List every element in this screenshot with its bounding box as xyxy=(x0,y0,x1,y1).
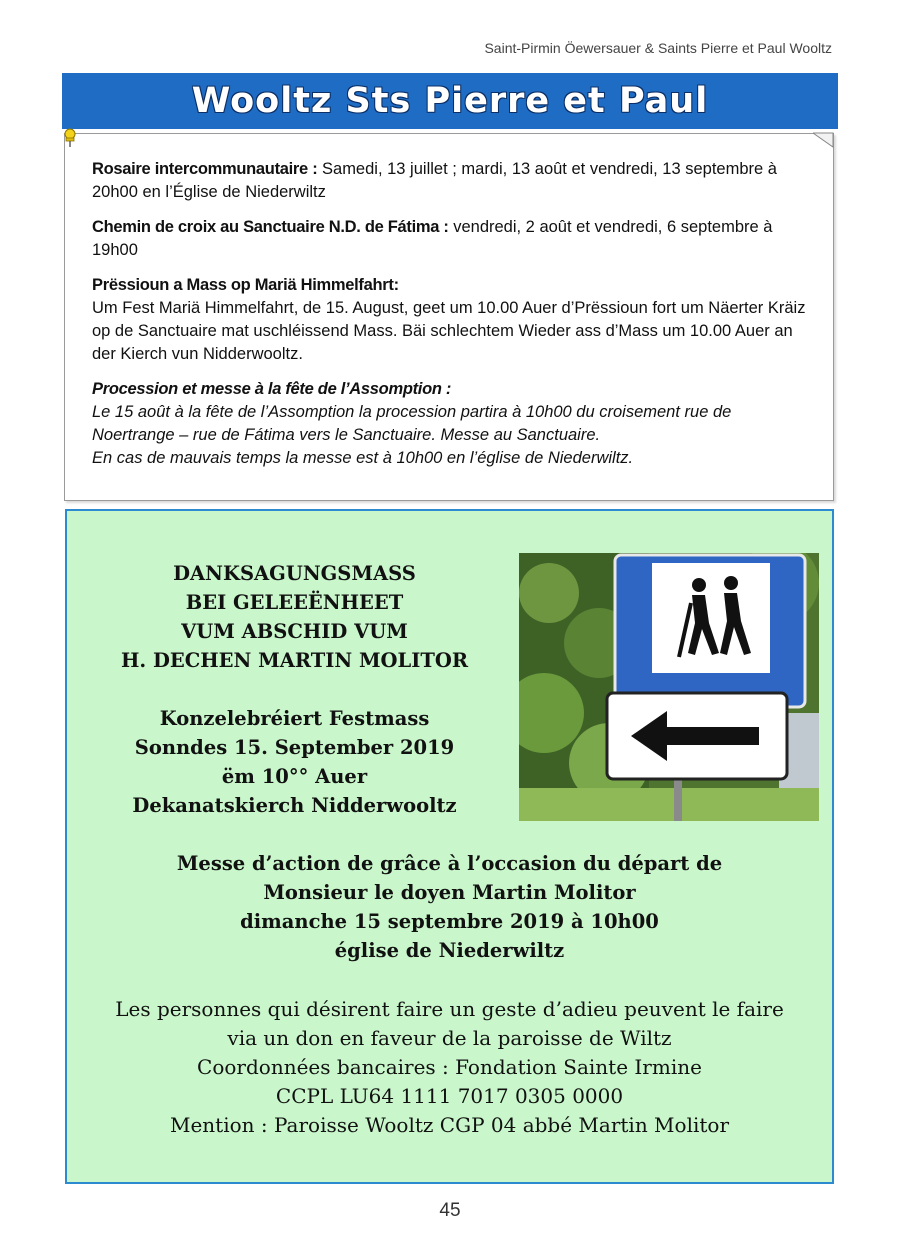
announcement-french xyxy=(67,849,832,965)
fr-bold-line: Monsieur le doyen Martin Molitor xyxy=(263,881,636,904)
ann-heading-line: H. DECHEN MARTIN MOLITOR xyxy=(120,649,469,672)
notice-pressioun-label: Prëssioun a Mass op Mariä Himmelfahrt: xyxy=(92,276,399,294)
ann-heading-line: VUM ABSCHID VUM xyxy=(181,620,408,643)
donation-line: Les personnes qui désirent faire un geste d’adieu peuvent le faire xyxy=(115,997,784,1021)
donation-line: Mention : Paroisse Wooltz CGP 04 abbé Martin Molitor xyxy=(169,1113,730,1137)
ann-heading-line: BEI GELEEËNHEET xyxy=(185,591,404,614)
ann-heading-line: DANKSAGUNGSMASS xyxy=(173,562,416,585)
section-title-banner xyxy=(62,73,838,129)
section-title: Wooltz Sts Pierre et Paul xyxy=(191,81,709,121)
pushpin-icon xyxy=(62,128,78,148)
ann-detail-line: Sonndes 15. September 2019 xyxy=(134,736,455,759)
notice-chemin-label: Chemin de croix au Sanctuaire N.D. de Fátima : xyxy=(92,218,449,236)
page-number: 45 xyxy=(439,1200,461,1221)
donation-info xyxy=(67,995,832,1140)
ann-detail-line: Dekanatskierch Nidderwooltz xyxy=(132,794,457,817)
fr-bold-line: dimanche 15 septembre 2019 à 10h00 xyxy=(240,910,659,933)
farewell-announcement-box xyxy=(65,509,834,1184)
bank-account-line: CCPL LU64 1111 7017 0305 0000 xyxy=(275,1084,624,1108)
notice-procession-text: Le 15 août à la fête de l’Assomption la procession partira à 10h00 du croisement rue de Noertrange – rue de Fátima vers le Sanctuaire. Messe au Sanctuaire. xyxy=(92,403,732,444)
notice-pressioun-text: Um Fest Mariä Himmelfahrt, de 15. August, geet um 10.00 Auer d’Prëssioun fort um Näerter Kräiz op de Sanctuaire mat uschléissend Mass. Bäi schlechtem Wieder ass d’Mass um 10.00 Auer an der Kierch vun Nidderwooltz. xyxy=(92,299,806,363)
announcement-luxembourgish xyxy=(107,559,482,820)
page-curl-icon xyxy=(813,132,835,148)
donation-line: via un don en faveur de la paroisse de Wiltz xyxy=(227,1026,672,1050)
running-header: Saint-Pirmin Öewersauer & Saints Pierre et Paul Wooltz xyxy=(484,40,832,56)
fr-bold-line: Messe d’action de grâce à l’occasion du départ de xyxy=(176,852,723,875)
ann-detail-line: Konzelebréiert Festmass xyxy=(159,707,430,730)
notice-chemin-text: vendredi, 2 août et vendredi, 6 septembre à 19h00 xyxy=(92,218,773,259)
notice-list xyxy=(92,158,812,482)
notice-card xyxy=(64,133,834,501)
fr-bold-line: église de Niederwiltz xyxy=(334,939,565,962)
donation-line: Coordonnées bancaires : Fondation Sainte Irmine xyxy=(197,1055,702,1079)
notice-pressioun xyxy=(92,274,812,366)
notice-rosaire-text: Samedi, 13 juillet ; mardi, 13 août et vendredi, 13 septembre à 20h00 en l’Église de Niederwiltz xyxy=(92,160,777,201)
notice-rosaire-label: Rosaire intercommunautaire : xyxy=(92,160,318,178)
notice-chemin-de-croix xyxy=(92,216,812,262)
notice-procession-label: Procession et messe à la fête de l’Assomption : xyxy=(92,380,452,398)
hiking-sign-photo xyxy=(519,553,819,821)
notice-procession-note: En cas de mauvais temps la messe est à 10h00 en l’église de Niederwiltz. xyxy=(92,449,634,467)
notice-rosaire xyxy=(92,158,812,204)
notice-procession xyxy=(92,378,812,470)
ann-detail-line: ëm 10°° Auer xyxy=(221,765,368,788)
